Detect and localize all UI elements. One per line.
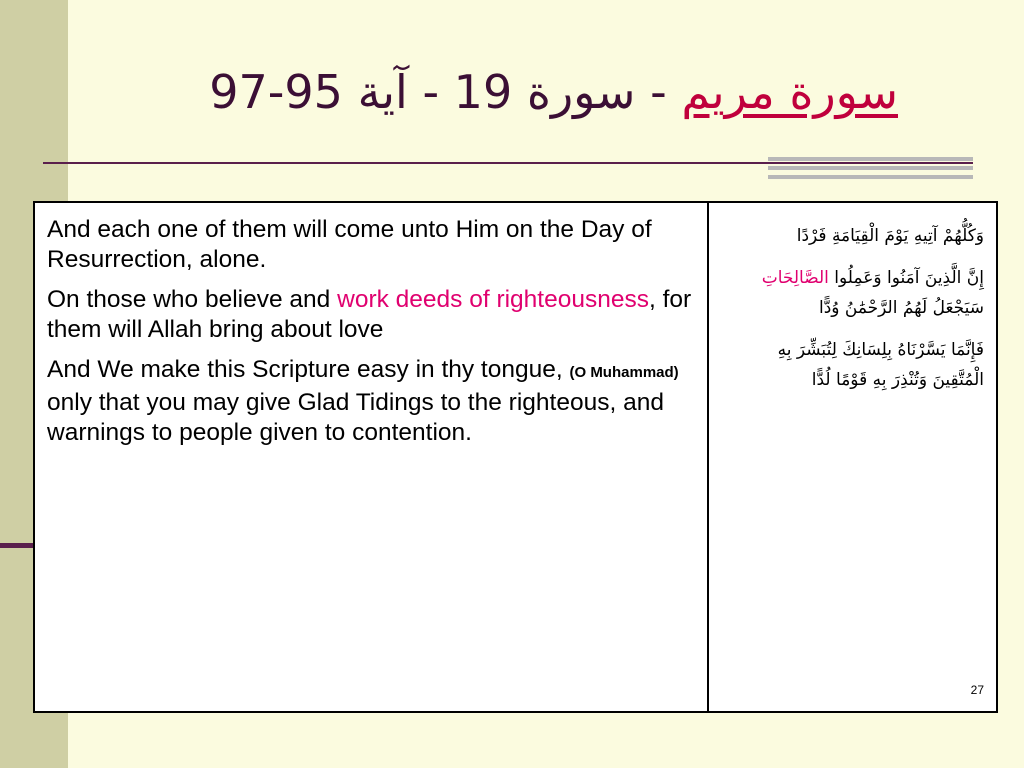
verse-95-english: And each one of them will come unto Him on the Day of Resurrection, alone. [47,216,652,273]
verse-95-arabic: وَكُلُّهُمْ آتِيهِ يَوْمَ الْقِيَامَةِ فَرْدًا [796,226,984,246]
page-number: 27 [970,683,984,697]
verse-96-english: On those who believe and work deeds of righteousness, for them will Allah bring about love [47,286,692,343]
highlight-righteousness: work deeds of righteousness [337,286,649,313]
verse-96-arabic: إِنَّ الَّذِينَ آمَنُوا وَعَمِلُوا الصَّالِحَاتِ سَيَجْعَلُ لَهُمُ الرَّحْمَٰنُ وُدًّا [761,268,984,318]
slide-title [80,62,898,122]
verse-97-arabic: فَإِنَّمَا يَسَّرْنَاهُ بِلِسَانِكَ لِتُبَشِّرَ بِهِ الْمُتَّقِينَ وَتُنْذِرَ بِهِ قَوْمًا لُدًّا [777,340,984,390]
muhammad-note: (O Muhammad) [569,364,679,381]
surah-name-link[interactable]: سورة مريم [681,65,898,119]
highlight-salihat: الصَّالِحَاتِ [761,268,829,288]
title-divider [43,162,973,164]
divider-stripes [768,157,973,179]
verse-table [33,201,998,713]
english-column [35,203,709,711]
verse-97-english: And We make this Scripture easy in thy tongue, (O Muhammad) only that you may give Glad Tidings to the righteous, and warnings to people given to contention. [47,356,679,446]
title-reference: - سورة 19 - آية 95-97 [209,65,682,119]
arabic-column [709,203,996,711]
